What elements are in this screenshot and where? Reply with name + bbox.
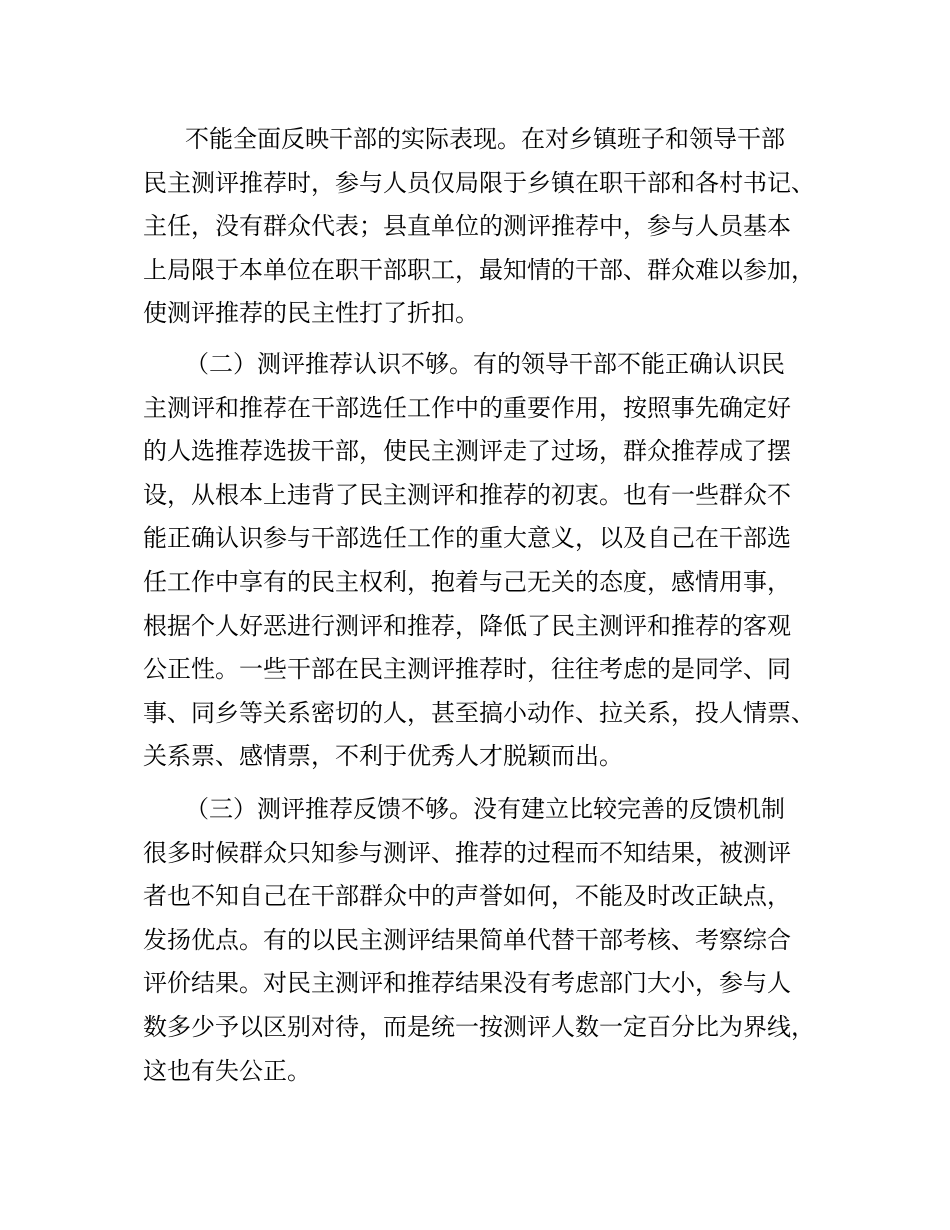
text-line: 上局限于本单位在职干部职工，最知情的干部、群众难以参加， [143, 255, 815, 284]
text-line: 者也不知自己在干部群众中的声誉如何，不能及时改正缺点， [143, 882, 791, 911]
paragraph-3 [143, 788, 843, 1093]
text-line: 使测评推荐的民主性打了折扣。 [143, 299, 479, 328]
text-line: 这也有失公正。 [143, 1056, 311, 1085]
text-line: 公正性。一些干部在民主测评推荐时，往往考虑的是同学、同 [143, 655, 791, 684]
text-line: 很多时候群众只知参与测评、推荐的过程而不知结果，被测评 [143, 838, 791, 867]
text-line: （二）测评推荐认识不够。有的领导干部不能正确认识民 [185, 350, 785, 378]
text-line: 任工作中享有的民主权利，抱着与己无关的态度，感情用事， [143, 567, 791, 596]
text-line: 根据个人好恶进行测评和推荐，降低了民主测评和推荐的客观 [143, 611, 791, 640]
text-line: 事、同乡等关系密切的人，甚至搞小动作、拉关系，投人情票、 [143, 698, 815, 727]
paragraph-2 [143, 343, 843, 779]
text-line: （三）测评推荐反馈不够。没有建立比较完善的反馈机制 [185, 795, 785, 823]
text-line: 主任，没有群众代表；县直单位的测评推荐中，参与人员基本 [143, 212, 791, 241]
text-line: 民主测评推荐时，参与人员仅局限于乡镇在职干部和各村书记、 [143, 168, 815, 197]
text-line: 能正确认识参与干部选任工作的重大意义，以及自己在干部选 [143, 524, 791, 553]
text-line: 主测评和推荐在干部选任工作中的重要作用，按照事先确定好 [143, 393, 791, 422]
text-line: 的人选推荐选拔干部，使民主测评走了过场，群众推荐成了摆 [143, 437, 791, 466]
text-line: 不能全面反映干部的实际表现。在对乡镇班子和领导干部 [185, 125, 785, 153]
text-line: 发扬优点。有的以民主测评结果简单代替干部考核、考察综合 [143, 925, 791, 954]
text-line: 评价结果。对民主测评和推荐结果没有考虑部门大小，参与人 [143, 969, 791, 998]
text-line: 设，从根本上违背了民主测评和推荐的初衷。也有一些群众不 [143, 480, 791, 509]
text-line: 关系票、感情票，不利于优秀人才脱颖而出。 [143, 742, 623, 771]
text-line: 数多少予以区别对待，而是统一按测评人数一定百分比为界线， [143, 1012, 815, 1041]
paragraph-1 [143, 118, 843, 336]
